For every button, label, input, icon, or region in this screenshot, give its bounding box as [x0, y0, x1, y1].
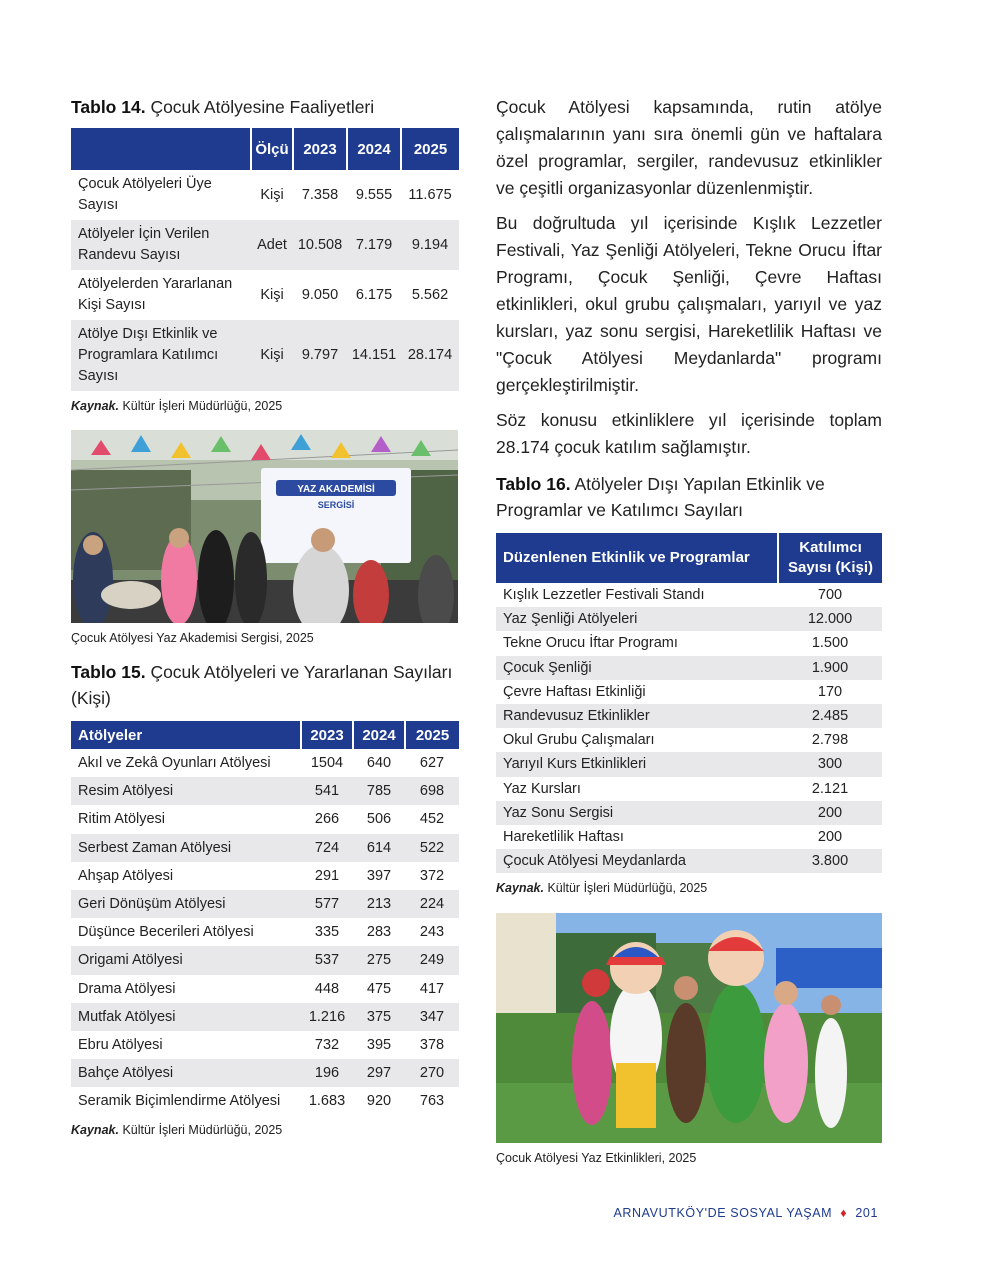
table14-header-2025: 2025 [401, 128, 459, 170]
row-2023: 577 [301, 890, 353, 918]
row-label: Origami Atölyesi [71, 946, 301, 974]
row-value: 700 [817, 587, 843, 604]
row-2023: 196 [301, 1059, 353, 1087]
row-value: 2.485 [778, 704, 882, 728]
row-2025: 347 [405, 1003, 459, 1031]
table14-header-2024: 2024 [347, 128, 401, 170]
table14-source [71, 399, 459, 413]
table-row [496, 704, 882, 728]
row-2024: 213 [353, 890, 405, 918]
table-row [496, 801, 882, 825]
row-label: Düşünce Becerileri Atölyesi [78, 924, 254, 941]
table-row [71, 918, 459, 946]
source-text: Kültür İşleri Müdürlüğü, 2025 [122, 399, 283, 413]
row-label: Atölye Dışı Etkinlik ve Programlara Katılımcı Sayısı [71, 320, 251, 391]
photo1-caption: Çocuk Atölyesi Yaz Akademisi Sergisi, 2025 [71, 631, 314, 645]
row-2023: 732 [314, 1036, 340, 1053]
banner-line2: SERGİSİ [317, 500, 355, 510]
row-2023: 1.216 [301, 1003, 353, 1031]
table14-header-blank [71, 128, 251, 170]
table14-header-2023: 2023 [293, 128, 347, 170]
source-text: Kültür İşleri Müdürlüğü, 2025 [547, 881, 708, 896]
photo-yaz-akademisi [71, 430, 458, 623]
table-row [71, 320, 459, 391]
table-row [71, 1059, 459, 1087]
photo-yaz-akademisi-image [71, 430, 458, 623]
row-2023: 266 [314, 811, 340, 828]
table-row [496, 583, 882, 607]
table15-header-2025: 2025 [405, 721, 459, 749]
row-label: Seramik Biçimlendirme Atölyesi [78, 1093, 281, 1110]
row-2024: 506 [366, 811, 392, 828]
row-2024: 640 [366, 755, 392, 772]
table16-title [496, 471, 882, 523]
row-unit: Kişi [251, 320, 293, 391]
table-row [71, 1003, 459, 1031]
row-2024: 14.151 [347, 320, 401, 391]
paragraph-total: Söz konusu etkinliklere yıl içerisinde toplam 28.174 çocuk katılım sağlamıştır. [496, 410, 882, 457]
footer-text: ARNAVUTKÖY'DE SOSYAL YAŞAM [613, 1206, 833, 1220]
row-2023: 9.050 [301, 286, 339, 303]
row-label: Ritim Atölyesi [78, 811, 166, 828]
row-2023: 724 [301, 834, 353, 862]
table15-header-row [71, 721, 459, 749]
photo-yaz-etkinlikleri-image [496, 913, 882, 1143]
row-2025: 452 [419, 811, 445, 828]
row-2025: 270 [405, 1059, 459, 1087]
row-value: 2.798 [811, 732, 849, 749]
paragraph-events: Bu doğrultuda yıl içerisinde Kışlık Lezzetler Festivali, Yaz Şenliği Atölyeleri, Tekne Orucu İftar Programı, Çocuk Şenliği, Çevre Haftası etkinlikleri, okul grubu çalışmaları, yarıyıl ve yaz kursları, yaz sonu sergisi, Hareketlilik Haftası ve "Çocuk Atölyesi Meydanlarda" programı gerçekleştirilmiştir. [496, 213, 882, 395]
row-2023: 1504 [310, 755, 344, 772]
row-label: Mutfak Atölyesi [71, 1003, 301, 1031]
row-2024: 7.179 [347, 220, 401, 270]
row-2024: 785 [353, 777, 405, 805]
row-unit: Kişi [260, 286, 284, 303]
row-2025: 522 [405, 834, 459, 862]
row-unit: Kişi [260, 186, 284, 203]
table-row [71, 805, 459, 833]
row-2023: 1.683 [308, 1093, 346, 1110]
row-2024: 297 [353, 1059, 405, 1087]
row-label: Serbest Zaman Atölyesi [71, 834, 301, 862]
row-2025: 378 [419, 1036, 445, 1053]
page-footer [613, 1206, 878, 1220]
table16-source [496, 881, 882, 895]
row-2025: 763 [419, 1093, 445, 1110]
row-label: Bahçe Atölyesi [71, 1059, 301, 1087]
table16 [496, 533, 882, 873]
paragraph-intro: Çocuk Atölyesi kapsamında, rutin atölye çalışmalarının yanı sıra önemli gün ve haftalara özel programlar, sergiler, randevusuz etkinlikler ve çeşitli organizasyonlar düzenlenmiştir. [496, 97, 882, 198]
row-label: Çocuk Atölyeleri Üye Sayısı [78, 176, 212, 213]
table-row [71, 890, 459, 918]
table-row [496, 680, 882, 704]
row-2025: 249 [405, 946, 459, 974]
row-value: 170 [817, 683, 843, 700]
row-label: Yaz Sonu Sergisi [496, 801, 778, 825]
row-2023: 10.508 [293, 220, 347, 270]
row-label: Çevre Haftası Etkinliği [503, 683, 646, 700]
table14-title [71, 94, 459, 120]
table-row [496, 656, 882, 680]
table15-title-text: Çocuk Atölyeleri ve Yararlanan Sayıları (Kişi) [71, 662, 453, 708]
source-label: Kaynak. [71, 399, 119, 413]
row-value: 1.900 [778, 656, 882, 680]
row-2025: 698 [405, 777, 459, 805]
table-row [71, 170, 459, 220]
source-label: Kaynak. [496, 881, 544, 896]
row-2023: 7.358 [301, 186, 339, 203]
row-2025: 5.562 [411, 286, 449, 303]
row-label: Drama Atölyesi [78, 980, 176, 997]
table14-title-text: Çocuk Atölyesine Faaliyetleri [150, 97, 375, 117]
row-2024: 614 [353, 834, 405, 862]
row-label: Okul Grubu Çalışmaları [503, 732, 655, 749]
row-label: Hareketlilik Haftası [503, 828, 624, 845]
row-label: Yaz Şenliği Atölyeleri [496, 607, 778, 631]
page-number: 201 [855, 1206, 878, 1220]
table-row [496, 607, 882, 631]
table16-header-count: Katılımcı Sayısı (Kişi) [778, 533, 882, 583]
row-2024: 397 [366, 867, 392, 884]
table15 [71, 721, 459, 1115]
row-2023: 541 [301, 777, 353, 805]
row-2025: 28.174 [401, 320, 459, 391]
row-2023: 9.797 [293, 320, 347, 391]
table-row [71, 1087, 459, 1115]
row-value: 300 [778, 752, 882, 776]
table15-header-name: Atölyeler [71, 721, 301, 749]
row-2023: 537 [301, 946, 353, 974]
row-2023: 335 [314, 924, 340, 941]
table-row [71, 975, 459, 1003]
table14-label: Tablo 14. [71, 97, 146, 117]
row-2025: 243 [419, 924, 445, 941]
table16-header-row [496, 533, 882, 583]
table-row [496, 631, 882, 655]
source-label: Kaynak. [71, 1123, 119, 1138]
row-value: 2.121 [811, 780, 849, 797]
table16-title-text: Atölyeler Dışı Yapılan Etkinlik ve Programlar ve Katılımcı Sayıları [496, 474, 825, 520]
row-2023: 448 [314, 980, 340, 997]
row-unit: Adet [251, 220, 293, 270]
table14-header-unit: Ölçü [251, 128, 293, 170]
row-label: Geri Dönüşüm Atölyesi [71, 890, 301, 918]
row-2025: 627 [419, 755, 445, 772]
table16-header-name: Düzenlenen Etkinlik ve Programlar [496, 533, 778, 583]
table-row [496, 728, 882, 752]
table16-label: Tablo 16. [496, 474, 571, 494]
row-value: 12.000 [778, 607, 882, 631]
source-text: Kültür İşleri Müdürlüğü, 2025 [122, 1123, 283, 1138]
table-row [71, 270, 459, 320]
table-row [71, 220, 459, 270]
row-2025: 11.675 [408, 186, 452, 203]
photo2-caption: Çocuk Atölyesi Yaz Etkinlikleri, 2025 [496, 1151, 697, 1166]
row-label: Ebru Atölyesi [78, 1036, 163, 1053]
row-label: Yaz Kursları [503, 780, 581, 797]
table-row [71, 862, 459, 890]
table15-source [71, 1123, 459, 1137]
table14-header-row [71, 128, 459, 170]
row-label: Çocuk Şenliği [496, 656, 778, 680]
table15-header-2023: 2023 [301, 721, 353, 749]
right-column [496, 94, 882, 1165]
row-label: Akıl ve Zekâ Oyunları Atölyesi [78, 755, 271, 772]
row-2024: 6.175 [355, 286, 393, 303]
row-label: Atölyelerden Yararlanan Kişi Sayısı [78, 276, 233, 313]
row-2024: 283 [366, 924, 392, 941]
table-row [71, 777, 459, 805]
row-value: 200 [778, 801, 882, 825]
row-value: 1.500 [811, 635, 849, 652]
table14 [71, 128, 459, 391]
row-2024: 920 [366, 1093, 392, 1110]
row-label: Çocuk Atölyesi Meydanlarda [496, 849, 778, 873]
row-label: Ahşap Atölyesi [78, 867, 174, 884]
table-row [71, 946, 459, 974]
row-2023: 291 [314, 867, 340, 884]
footer-diamond-icon: ♦ [840, 1206, 848, 1220]
table15-label: Tablo 15. [71, 662, 146, 682]
table-row [496, 825, 882, 849]
table-row [71, 834, 459, 862]
row-label: Resim Atölyesi [71, 777, 301, 805]
row-2024: 375 [353, 1003, 405, 1031]
banner-line1: YAZ AKADEMİSİ [297, 484, 375, 495]
table15-header-2024: 2024 [353, 721, 405, 749]
row-label: Atölyeler İçin Verilen Randevu Sayısı [71, 220, 251, 270]
row-2025: 9.194 [401, 220, 459, 270]
table-row [71, 749, 459, 777]
row-label: Randevusuz Etkinlikler [496, 704, 778, 728]
table-row [496, 849, 882, 873]
row-2025: 224 [405, 890, 459, 918]
row-2024: 9.555 [355, 186, 393, 203]
table-row [496, 752, 882, 776]
row-2024: 475 [366, 980, 392, 997]
row-label: Yarıyıl Kurs Etkinlikleri [496, 752, 778, 776]
left-column [71, 94, 459, 1137]
row-2025: 372 [419, 867, 445, 884]
table-row [71, 1031, 459, 1059]
row-value: 3.800 [778, 849, 882, 873]
row-2024: 275 [353, 946, 405, 974]
photo-yaz-etkinlikleri [496, 913, 882, 1143]
row-label: Tekne Orucu İftar Programı [503, 635, 678, 652]
table15-title [71, 659, 459, 711]
row-label: Kışlık Lezzetler Festivali Standı [503, 587, 705, 604]
row-2024: 395 [366, 1036, 392, 1053]
row-2025: 417 [419, 980, 445, 997]
row-value: 200 [817, 828, 843, 845]
table-row [496, 777, 882, 801]
